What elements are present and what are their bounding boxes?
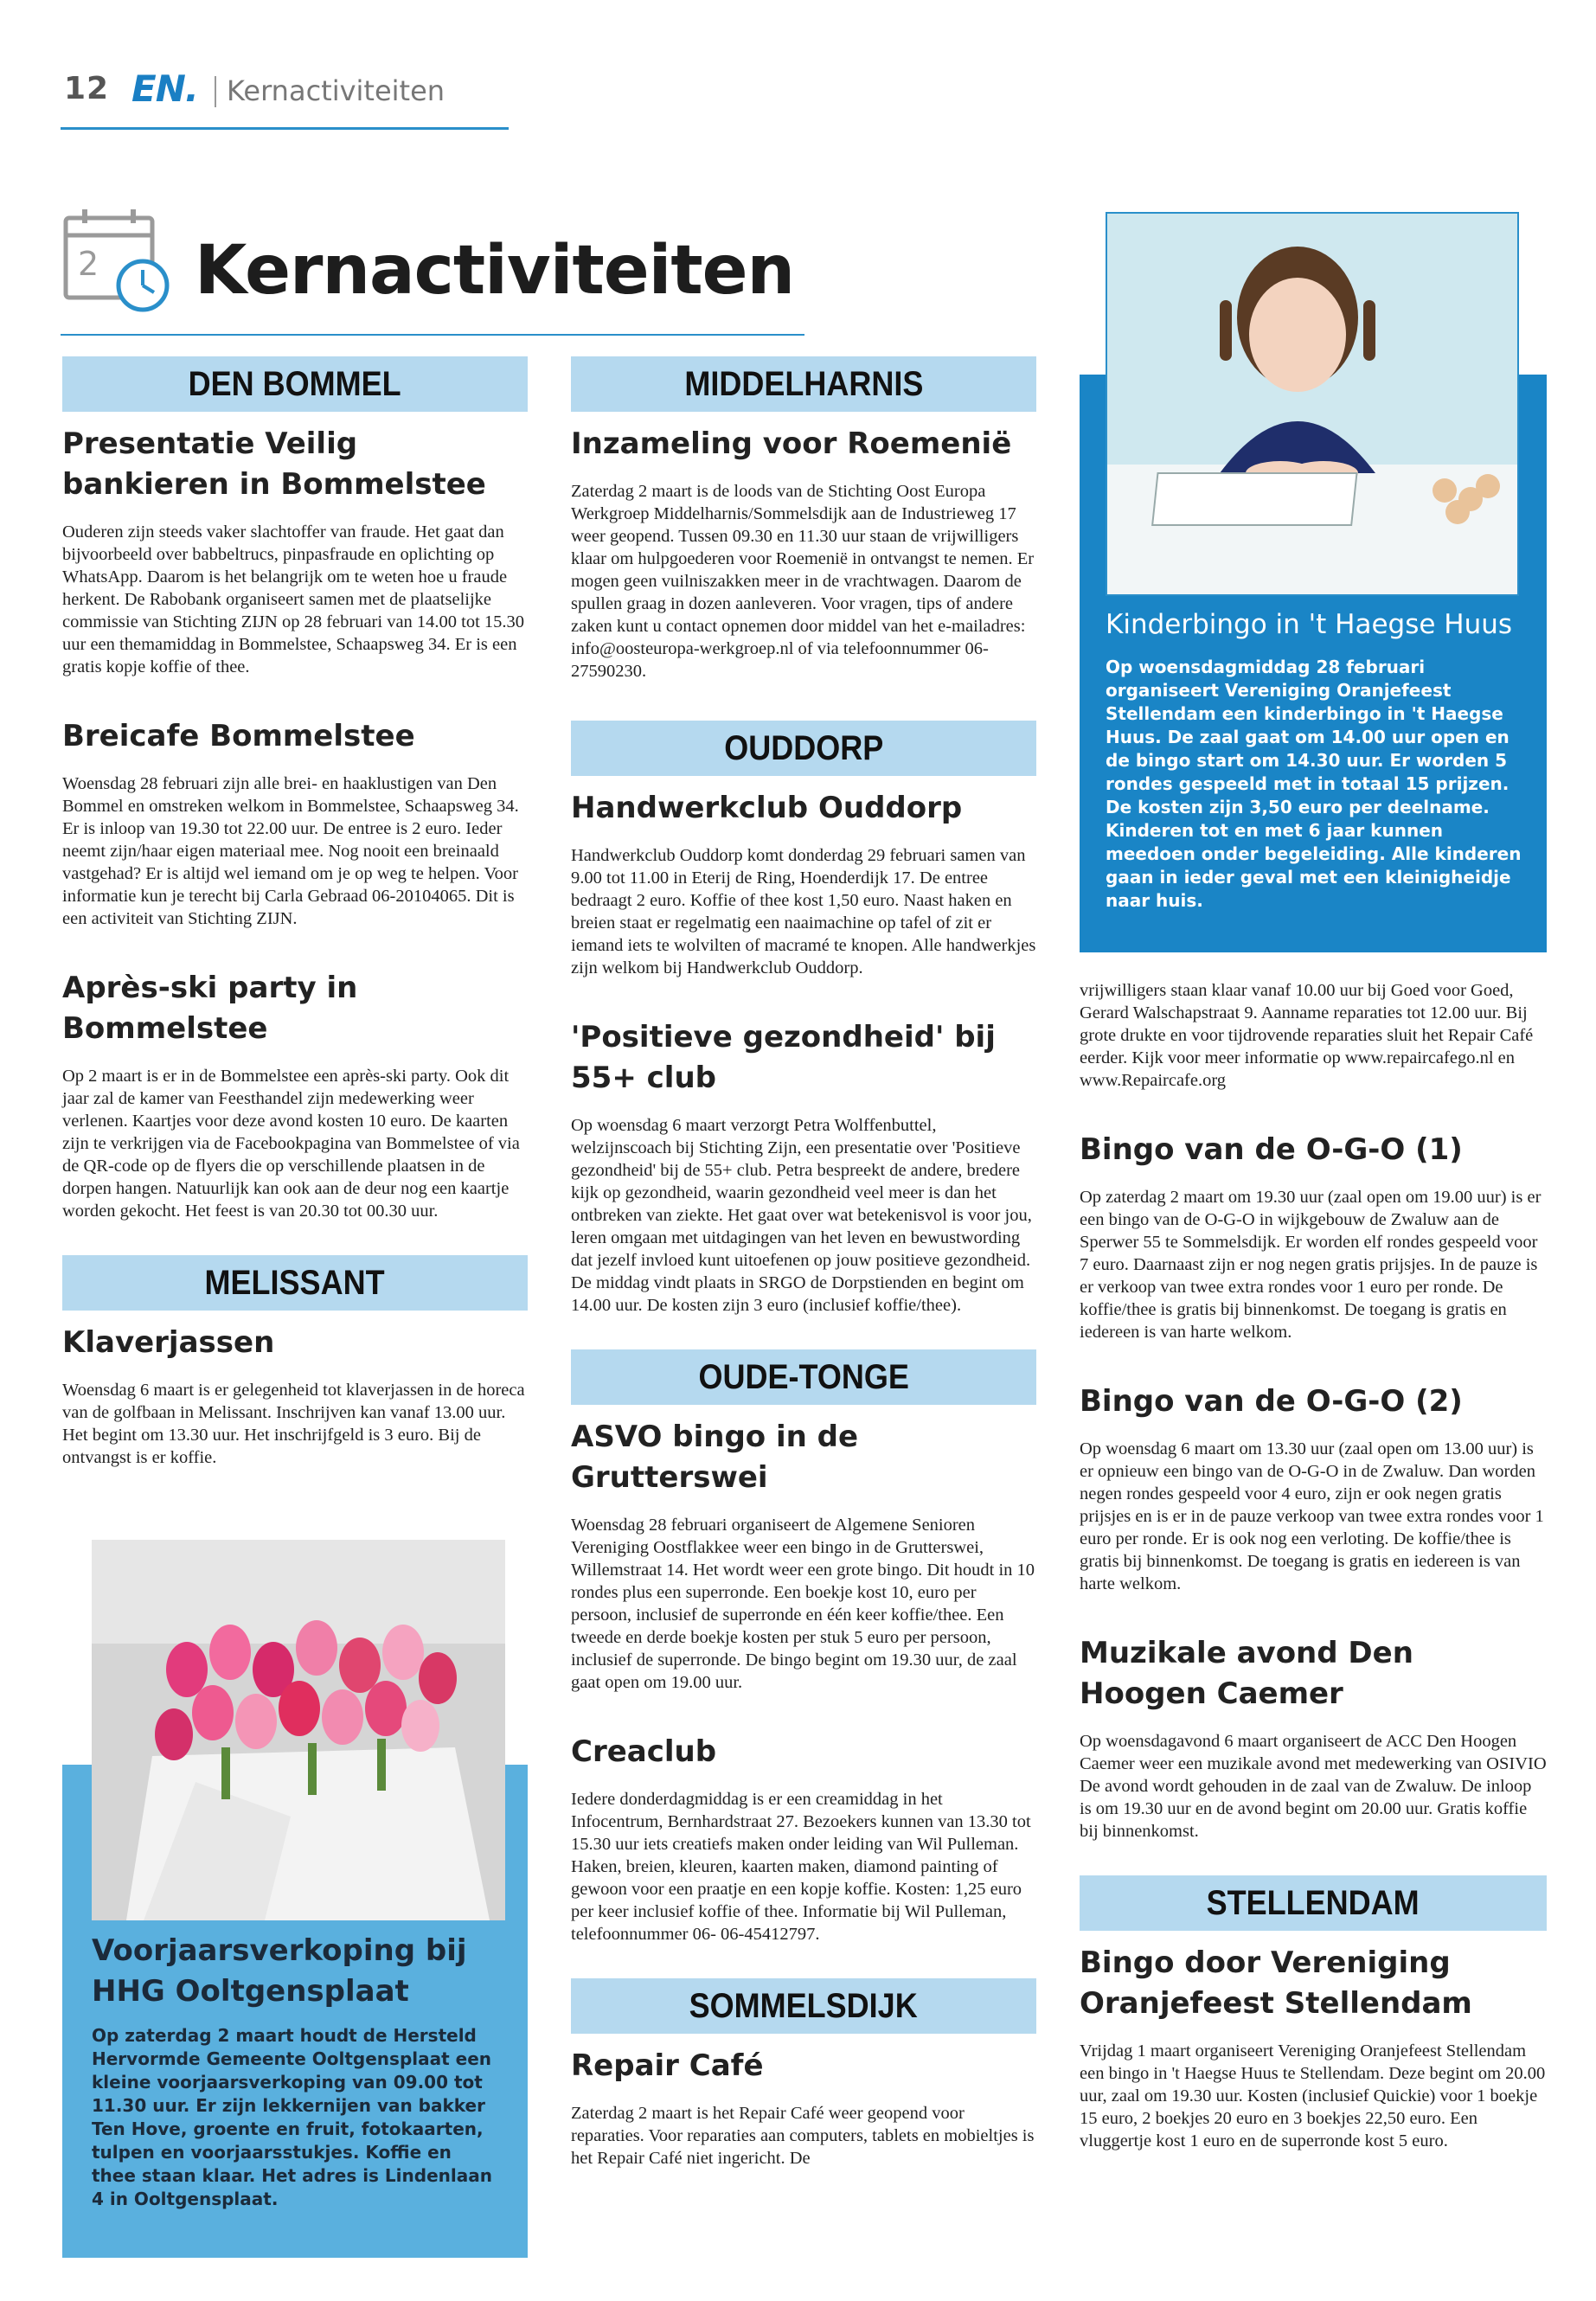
town-band-oude-tonge: OUDE-TONGE [571,1349,1036,1405]
town-band-sommelsdijk: SOMMELSDIJK [571,1978,1036,2034]
article-title: Bingo van de O-G-O (1) [1080,1132,1463,1167]
page-title: Kernactiviteiten [195,232,795,310]
article-title: Muzikale avond Den Hoogen Caemer [1080,1636,1413,1711]
article-body-continued: vrijwilligers staan klaar vanaf 10.00 uur bij Goed voor Goed, Gerard Walschapstraat 9. Aanname reparaties tot 12.00 uur. Bij grote drukte en voor tijdrovende reparaties sluit het Repair Café eerder. Kijk voor meer informatie op www.repaircafego.nl en www.Repaircafe.org [1080,981,1534,1090]
article-body: Vrijdag 1 maart organiseert Vereniging Oranjefeest Stellendam een bingo in 't Haegse Huus te Stellendam. Deze begint om 20.00 uur, zaal om 19.30 uur. Kosten (inclusief Quickie) voor 1 boekje 15 euro, 2 boekjes 20 euro en 3 boekjes 22,50 euro. Een vluggertje kost 1 euro en de superronde kost 5 euro. [1080,2041,1546,2150]
running-header [61,67,509,130]
article-title: Inzameling voor Roemenië [571,426,1012,461]
header-section-name: Kernactiviteiten [227,74,445,107]
article-title: Repair Café [571,2048,764,2083]
column-left [62,356,528,1469]
tulips-photo [92,1540,505,1920]
town-band-stellendam: STELLENDAM [1080,1875,1547,1931]
box-title: Kinderbingo in 't Haegse Huus [1106,609,1513,640]
article-title: Presentatie Veilig bankieren in Bommelstee [62,426,486,502]
article-body: Op zaterdag 2 maart om 19.30 uur (zaal open om 19.00 uur) is er een bingo van de O-G-O in wijkgebouw de Zwaluw aan de Sperwer 55 te Sommelsdijk. Er worden elf rondes gespeeld voor 7 euro. Daarnaast zijn er nog negen gratis prijsjes. In de pauze is er verkoop van twee extra rondes voor 1 euro per ronde. De koffie/thee is gratis bij binnenkomst. De toegang is gratis en iedereen is van harte welkom. [1080,1188,1542,1342]
article-title: ASVO bingo in de Grutterswei [571,1420,859,1495]
article-title: Après-ski party in Bommelstee [62,971,358,1046]
town-band-melissant: MELISSANT [62,1255,528,1311]
article-title: 'Positieve gezondheid' bij 55+ club [571,1020,996,1095]
article-title: Creaclub [571,1734,717,1769]
town-band-middelharnis: MIDDELHARNIS [571,356,1036,412]
article-body: Op woensdag 6 maart verzorgt Petra Wolffenbuttel, welzijnscoach bij Stichting Zijn, een presentatie over 'Positieve gezondheid' bij de 55+ club. Petra bespreekt de andere, bredere kijk op gezondheid, waarin gezondheid veel meer is dan het ontbreken van ziekte. Het gaat over wat betekenisvol is voor jou, leren omgaan met uitdagingen van het leven en bewustwording dat jezelf invloed kunt uitoefenen op jouw positieve gezondheid. De middag vindt plaats in SRGO de Dorpstienden en begint om 14.00 uur. De kosten zijn 3 euro (inclusief koffie/thee). [571,1116,1032,1315]
town-band-ouddorp: OUDDORP [571,721,1036,776]
box-title: Voorjaarsverkoping bij HHG Ooltgensplaat [92,1933,467,2009]
article-body: Op 2 maart is er in de Bommelstee een après-ski party. Ook dit jaar zal de kamer van Feesthandel zijn medewerking weer verlenen. Kaartjes voor deze avond kosten 10 euro. De kaarten zijn te verkrijgen via de Facebookpagina van Bommelstee of via de QR-code op de flyers die op verschillende plaatsen in de dorpen hangen. Natuurlijk kan ook aan de deur nog een kaartje worden gekocht. Het feest is van 20.30 tot 00.30 uur. [62,1067,520,1221]
article-body: Ouderen zijn steeds vaker slachtoffer van fraude. Het gaat dan bijvoorbeeld over babbeltrucs, pinpasfraude en oplichting op WhatsApp. Daarom is het belangrijk om te weten hoe u fraude herkent. De Rabobank organiseert samen met de plaatselijke commissie van Stichting ZIJN op 28 februari van 14.00 tot 15.30 uur een themamiddag in Bommelstee, Schaapsweg 34. Er is een gratis kopje koffie of thee. [62,522,525,676]
town-band-den-bommel: DEN BOMMEL [62,356,528,412]
kid-bingo-photo [1106,212,1519,596]
calendar-clock-icon [61,206,173,318]
column-middle [571,356,1036,2170]
article-body: Zaterdag 2 maart is de loods van de Stichting Oost Europa Werkgroep Middelharnis/Sommelsdijk aan de Industrieweg 17 weer geopend. Tussen 09.30 en 11.30 uur staan de vrijwilligers klaar om hulpgoederen voor Roemenië in ontvangst te nemen. Er mogen geen vuilniszakken meer in de vrachtwagen. Daarom de spullen graag in dozen aanleveren. Voor vragen, tips of andere zaken kunt u contact opnemen door middel van het e-mailadres: info@oosteuropa-werkgroep.nl of via telefoonnummer 06-27590230. [571,482,1035,681]
article-title: Klaverjassen [62,1325,275,1360]
article-title: Bingo van de O-G-O (2) [1080,1384,1463,1419]
tulips-illustration [92,1540,505,1920]
article-body: Op woensdag 6 maart om 13.30 uur (zaal open om 13.00 uur) is er opnieuw een bingo van de O-G-O in de Zwaluw. Dan worden negen rondes gespeeld voor 4 euro, zijn er ook negen gratis prijsjes en is er in de pauze verkoop van twee extra rondes voor 1 euro per ronde. Er is ook nog een verloting. De koffie/thee is gratis bij binnenkomst. De toegang is gratis en iedereen is van harte welkom. [1080,1439,1544,1593]
header-divider [215,76,216,107]
kid-bingo-illustration [1107,214,1519,596]
page-title-row [61,206,804,336]
article-body: Woensdag 6 maart is er gelegenheid tot klaverjassen in de horeca van de golfbaan in Melissant. Inschrijven kan vanaf 13.00 uur. Het begint om 13.30 uur. Het inschrijfgeld is 3 euro. Bij de ontvangst is er koffie. [62,1381,525,1467]
article-body: Handwerkclub Ouddorp komt donderdag 29 februari samen van 9.00 tot 11.00 in Eterij de Ring, Hoenderdijk 17. De entree bedraagt 2 euro. Koffie of thee kost 1,50 euro. Naast haken en breien staat er regelmatig een naaimachine op tafel of zit er iemand iets te wolvilten of macramé te knopen. Alle handwerkjes zijn welkom bij Handwerkclub Ouddorp. [571,846,1036,977]
article-body: Zaterdag 2 maart is het Repair Café weer geopend voor reparaties. Voor reparaties aan computers, tablets en mobieltjes is het Repair Café niet ingericht. De [571,2104,1035,2168]
box-body: Op woensdagmiddag 28 februari organiseert Vereniging Oranjefeest Stellendam een kinderbingo in 't Haegse Huus. De zaal gaat om 14.00 uur open en de bingo start om 14.30 uur. Er worden 5 rondes gespeeld met in totaal 15 prijzen. De kosten zijn 3,50 euro per deelname. Kinderen tot en met 6 jaar kunnen meedoen onder begeleiding. Alle kinderen gaan in ieder geval met een kleinigheidje naar huis. [1106,657,1522,911]
newspaper-logo: EN. [131,67,198,110]
article-body: Woensdag 28 februari organiseert de Algemene Senioren Vereniging Oostflakkee weer een bingo in de Grutterswei, Willemstraat 14. Het wordt weer een grote bingo. Dit houdt in 10 rondes plus een superronde. Een boekje kost 10, euro per persoon, inclusief de superronde en één keer koffie/thee. Een tweede en derde boekje kosten per stuk 5 euro per persoon, inclusief de superronde. De bingo begint om 19.30 uur, de zaal gaat open om 19.00 uur. [571,1516,1035,1692]
kinderbingo-text [1106,606,1529,913]
article-title: Breicafe Bommelstee [62,719,415,753]
article-body: Op woensdagavond 6 maart organiseert de ACC Den Hoogen Caemer weer een muzikale avond met medewerking van OSIVIO De avond wordt gehouden in de zaal van de Zwaluw. De inloop is om 19.30 uur en de avond begint om 20.00 uur. Gratis koffie bij binnenkomst. [1080,1732,1547,1841]
column-right [1080,979,1547,2152]
article-body: Iedere donderdagmiddag is er een creamiddag in het Infocentrum, Bernhardstraat 27. Bezoekers kunnen van 13.30 tot 15.30 uur iets creatiefs maken onder leiding van Wil Pulleman. Haken, breien, kleuren, kaarten maken, diamond painting of gewoon voor een praatje en een kopje koffie. Kosten: 1,25 euro per keer inclusief koffie of thee. Informatie bij Wil Pulleman, telefoonnummer 06- 06-45412797. [571,1790,1031,1944]
article-body: Woensdag 28 februari zijn alle brei- en haaklustigen van Den Bommel en omstreken welkom in Bommelstee, Schaapsweg 34. Er is inloop van 19.30 tot 22.00 uur. De entree is 2 euro. Ieder neemt zijn/haar eigen materiaal mee. Nog nooit een breinaald vastgehad? Er is altijd wel iemand om je op weg te helpen. Voor informatie kun je terecht bij Carla Gebraad 06-20104065. Dit is een activiteit van Stichting ZIJN. [62,774,519,928]
article-title: Handwerkclub Ouddorp [571,791,963,825]
calendar-icon-number: 2 [78,245,99,283]
box-body: Op zaterdag 2 maart houdt de Hersteld Hervormde Gemeente Ooltgensplaat een kleine voorjaarsverkoping van 09.00 tot 11.30 uur. Er zijn lekkernijen van bakker Ten Hove, groente en fruit, fotokaarten, tulpen en voorjaarsstukjes. Koffie en thee staan klaar. Het adres is Lindenlaan 4 in Ooltgensplaat. [92,2025,492,2209]
page-number: 12 [64,71,110,106]
article-title: Bingo door Vereniging Oranjefeest Stellendam [1080,1945,1472,2021]
